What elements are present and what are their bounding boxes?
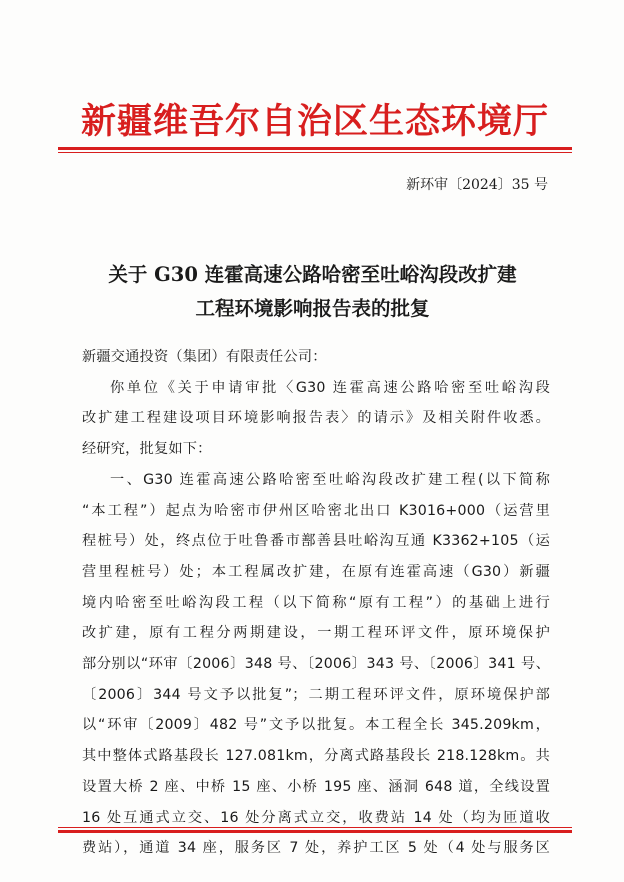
- salutation: 新疆交通投资（集团）有限责任公司：: [82, 349, 327, 365]
- body-line: “本工程”）起点为哈密市伊州区哈密北出口 K3016+000（运营里: [82, 502, 550, 519]
- body-line: 部分别以“环审〔2006〕348 号、〔2006〕343 号、〔2006〕341 号、: [82, 656, 550, 673]
- document-title: [60, 258, 565, 326]
- agency-masthead: 新疆维吾尔自治区生态环境厅: [80, 101, 549, 142]
- document-body: [82, 342, 550, 864]
- body-line: 你单位《关于申请审批〈G30 连霍高速公路哈密至吐峪沟段: [110, 379, 550, 396]
- title-line-2: 工程环境影响报告表的批复: [195, 297, 430, 320]
- body-line: 〔2006〕344 号文予以批复”；二期工程环评文件，原环境保护部: [82, 686, 550, 703]
- body-line: 设置大桥 2 座、中桥 15 座、小桥 195 座、涵洞 648 道，全线设置: [82, 778, 550, 795]
- body-line: 改扩建，原有工程分两期建设，一期工程环评文件，原环境保护: [82, 625, 550, 642]
- footer-red-rule-thin: [58, 827, 572, 828]
- masthead-red-rule-thick: [58, 147, 572, 150]
- title-line-1: 关于 G30 连霍高速公路哈密至吐峪沟段改扩建: [108, 263, 517, 286]
- body-line: 改扩建工程建设项目环境影响报告表〉的请示》及相关附件收悉。: [82, 410, 550, 427]
- body-line: 以“环审〔2009〕482 号”文予以批复。本工程全长 345.209km，: [82, 717, 550, 734]
- body-line: 16 处互通式立交、16 处分离式立交，收费站 14 处（均为匝道收: [82, 809, 550, 826]
- body-line: 费站），通道 34 座，服务区 7 处，养护工区 5 处（4 处与服务区: [82, 840, 550, 857]
- body-line: 其中整体式路基段长 127.081km，分离式路基段长 218.128km。共: [82, 748, 550, 765]
- body-line: 一、G30 连霍高速公路哈密至吐峪沟段改扩建工程(以下简称: [110, 471, 550, 488]
- body-line: 经研究，批复如下：: [82, 441, 212, 458]
- document-number: 新环审〔2024〕35 号: [406, 177, 548, 193]
- body-line: 程桩号）处，终点位于吐鲁番市鄯善县吐峪沟互通 K3362+105（运: [82, 533, 550, 550]
- body-line: 营里程桩号）处；本工程属改扩建，在原有连霍高速（G30）新疆: [82, 563, 550, 580]
- masthead-red-rule-thin: [58, 152, 572, 153]
- body-line: 境内哈密至吐峪沟段工程（以下简称“原有工程”）的基础上进行: [82, 594, 550, 611]
- footer-red-rule-thick: [58, 830, 572, 833]
